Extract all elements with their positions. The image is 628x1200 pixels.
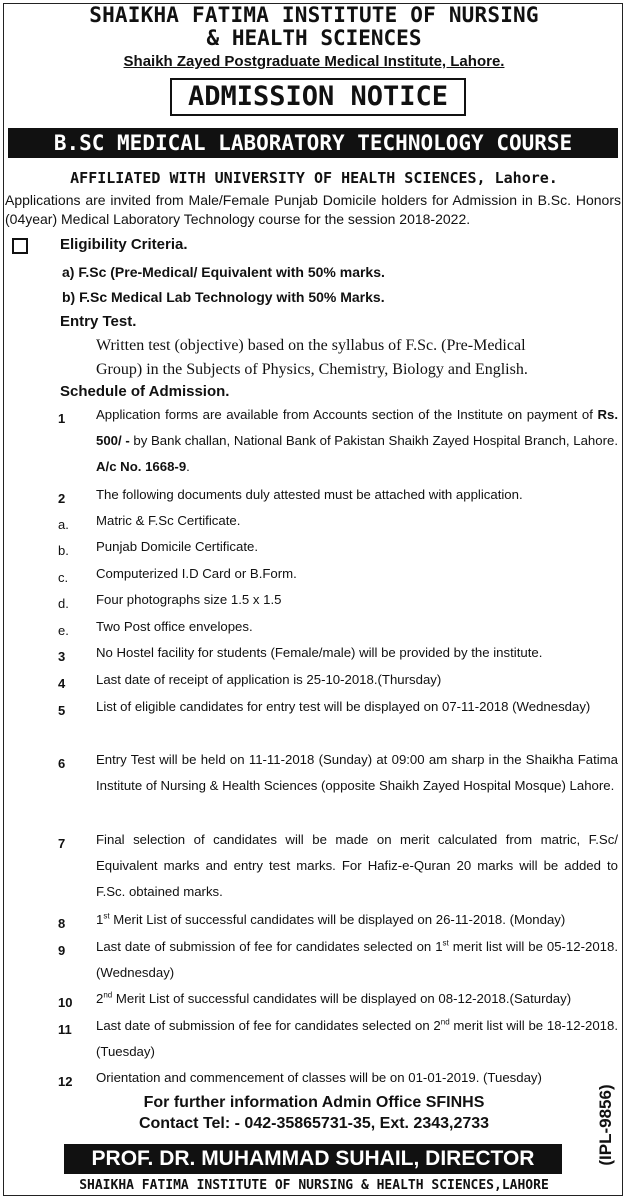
schedule-item-2d: Four photographs size 1.5 x 1.5 <box>96 592 282 607</box>
director-banner: PROF. DR. MUHAMMAD SUHAIL, DIRECTOR <box>64 1144 562 1174</box>
item-number: 7 <box>58 836 66 851</box>
item-number: 11 <box>58 1022 72 1037</box>
schedule-item-6: Entry Test will be held on 11-11-2018 (Sunday) at 09:00 am sharp in the Shaikha Fatima Institute of Nursing & Health Sciences (opposite Shaikh Zayed Hospital Mosque) Lahore. <box>96 752 618 793</box>
schedule-item-1: Application forms are available from Accounts section of the Institute on payment of Rs. 500/ - by Bank challan, National Bank of Pakistan Shaikh Zayed Hospital Branch, Lahore. A/c No. 1668-9. <box>96 407 618 474</box>
schedule-item-2a: Matric & F.Sc Certificate. <box>96 513 241 528</box>
schedule-item-12: Orientation and commencement of classes will be on 01-01-2019. (Tuesday) <box>96 1070 542 1085</box>
ipl-code <box>590 1060 622 1190</box>
notice-title: ADMISSION NOTICE <box>170 78 466 116</box>
item-letter: c. <box>58 570 69 585</box>
schedule-item-5: List of eligible candidates for entry test will be displayed on 07-11-2018 (Wednesday) <box>96 699 591 714</box>
schedule-item-7: Final selection of candidates will be made on merit calculated from matric, F.Sc/ Equivalent marks and entry test marks. For Hafiz-e-Quran 20 marks will be added to F.Sc. obtained marks. <box>96 832 618 899</box>
entry-test-line1: Written test (objective) based on the syllabus of F.Sc. (Pre-Medical <box>96 337 526 354</box>
item-number: 3 <box>58 649 66 664</box>
parent-institute: Shaikh Zayed Postgraduate Medical Institute, Lahore. <box>123 53 505 70</box>
schedule-item-2: The following documents duly attested must be attached with application. <box>96 487 523 502</box>
item-number: 5 <box>58 703 66 718</box>
schedule-heading: Schedule of Admission. <box>60 383 230 400</box>
item-number: 10 <box>58 995 73 1010</box>
item-number: 8 <box>58 916 66 931</box>
item-number: 2 <box>58 491 66 506</box>
schedule-item-3: No Hostel facility for students (Female/male) will be provided by the institute. <box>96 645 543 660</box>
schedule-item-9: Last date of submission of fee for candidates selected on 1st merit list will be 05-12-2018. (Wednesday) <box>96 938 618 980</box>
item-letter: e. <box>58 623 69 638</box>
contact-line: Contact Tel: - 042-35865731-35, Ext. 2343,2733 <box>138 1115 490 1132</box>
entry-test-heading: Entry Test. <box>60 313 137 330</box>
eligibility-item-a: a) F.Sc (Pre-Medical/ Equivalent with 50% marks. <box>62 264 385 280</box>
item-number: 12 <box>58 1074 73 1089</box>
schedule-item-4: Last date of receipt of application is 25-10-2018.(Thursday) <box>96 672 442 687</box>
intro-paragraph: Applications are invited from Male/Female Punjab Domicile holders for Admission in B.Sc. Honors (04year) Medical Laboratory Technology course for the session 2018-2022. <box>5 192 621 227</box>
item-letter: d. <box>58 596 69 611</box>
item-letter: a. <box>58 517 69 532</box>
affiliation-line: AFFILIATED WITH UNIVERSITY OF HEALTH SCIENCES, Lahore. <box>70 169 558 187</box>
schedule-item-10: 2nd Merit List of successful candidates will be displayed on 08-12-2018.(Saturday) <box>96 990 572 1006</box>
course-banner: B.SC MEDICAL LABORATORY TECHNOLOGY COURSE <box>8 128 618 158</box>
item-number: 6 <box>58 756 66 771</box>
bottom-institute-line: SHAIKHA FATIMA INSTITUTE OF NURSING & HEALTH SCIENCES,LAHORE <box>79 1178 549 1193</box>
ipl-code-text: (IPL-9856) <box>596 1084 615 1166</box>
checkbox-icon <box>12 238 28 254</box>
eligibility-heading: Eligibility Criteria. <box>60 236 188 253</box>
schedule-item-2c: Computerized I.D Card or B.Form. <box>96 566 297 581</box>
eligibility-item-b: b) F.Sc Medical Lab Technology with 50% Marks. <box>62 289 385 305</box>
further-info: For further information Admin Office SFINHS <box>143 1094 485 1111</box>
schedule-item-2e: Two Post office envelopes. <box>96 619 253 634</box>
item-number: 1 <box>58 411 66 426</box>
item-number: 4 <box>58 676 66 691</box>
schedule-item-8: 1st Merit List of successful candidates will be displayed on 26-11-2018. (Monday) <box>96 911 566 927</box>
entry-test-line2: Group) in the Subjects of Physics, Chemistry, Biology and English. <box>96 361 528 378</box>
institute-name-line1: SHAIKHA FATIMA INSTITUTE OF NURSING <box>89 3 539 27</box>
institute-name-line2: & HEALTH SCIENCES <box>206 26 422 50</box>
schedule-item-2b: Punjab Domicile Certificate. <box>96 539 258 554</box>
item-letter: b. <box>58 543 69 558</box>
schedule-item-11: Last date of submission of fee for candidates selected on 2nd merit list will be 18-12-2018. (Tuesday) <box>96 1017 618 1059</box>
item-number: 9 <box>58 943 66 958</box>
